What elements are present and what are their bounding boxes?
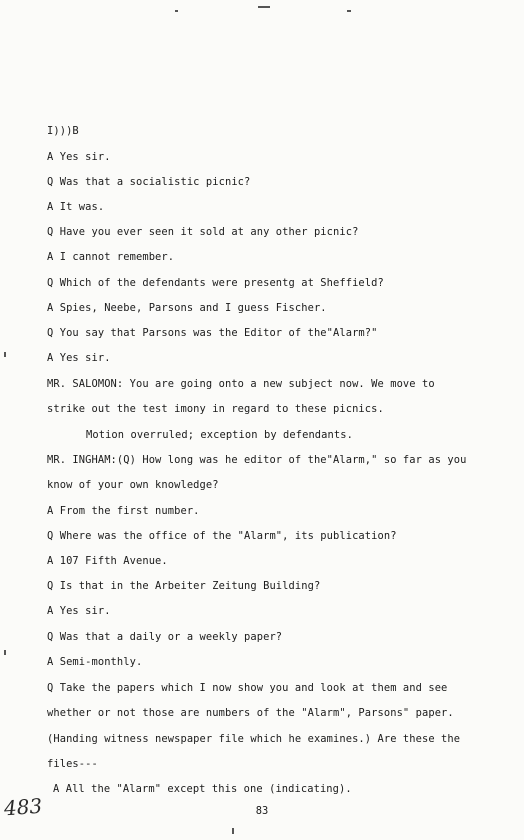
bottom-mark	[232, 828, 234, 834]
handwritten-margin-number: 483	[3, 793, 43, 821]
transcript-line: A From the first number.	[47, 505, 200, 517]
transcript-line: Q Take the papers which I now show you and look at them and see	[47, 682, 448, 694]
transcript-line: Q Was that a socialistic picnic?	[47, 176, 251, 188]
left-edge-mark	[4, 352, 6, 357]
transcript-line: MR. SALOMON: You are going onto a new subject now. We move to	[47, 378, 435, 390]
transcript-line: whether or not those are numbers of the "Alarm", Parsons" paper.	[47, 707, 454, 719]
transcript-line: Motion overruled; exception by defendants.	[86, 429, 353, 441]
transcript-line: A Semi-monthly.	[47, 656, 143, 668]
transcript-line: A Yes sir.	[47, 151, 111, 163]
transcript-line: Q Was that a daily or a weekly paper?	[47, 631, 283, 643]
transcript-line: Q Have you ever seen it sold at any other picnic?	[47, 226, 359, 238]
transcript-line: A I cannot remember.	[47, 251, 175, 263]
transcript-line: Q Where was the office of the "Alarm", its publication?	[47, 530, 397, 542]
transcript-line: strike out the test imony in regard to these picnics.	[47, 403, 384, 415]
transcript-line: A All the "Alarm" except this one (indicating).	[53, 783, 352, 795]
transcript-line: MR. INGHAM:(Q) How long was he editor of the"Alarm," so far as you	[47, 454, 467, 466]
transcript-line: Q You say that Parsons was the Editor of the"Alarm?"	[47, 327, 378, 339]
transcript-line: A It was.	[47, 201, 105, 213]
transcript-line: Q Is that in the Arbeiter Zeitung Building?	[47, 580, 321, 592]
transcript-line: Q Which of the defendants were presentg at Sheffield?	[47, 277, 384, 289]
top-mark-left	[175, 10, 178, 12]
transcript-line: A Spies, Neebe, Parsons and I guess Fischer.	[47, 302, 327, 314]
transcript-line: know of your own knowledge?	[47, 479, 219, 491]
transcript-line: files---	[47, 758, 98, 770]
page-number: 83	[255, 805, 269, 817]
transcript-line: A Yes sir.	[47, 605, 111, 617]
top-mark-right	[347, 10, 351, 12]
transcript-line: (Handing witness newspaper file which he examines.) Are these the	[47, 733, 461, 745]
transcript-line: A Yes sir.	[47, 352, 111, 364]
top-mark	[258, 6, 270, 8]
transcript-line: A 107 Fifth Avenue.	[47, 555, 168, 567]
header-reference: I)))B	[47, 125, 79, 137]
left-edge-mark	[4, 650, 6, 655]
